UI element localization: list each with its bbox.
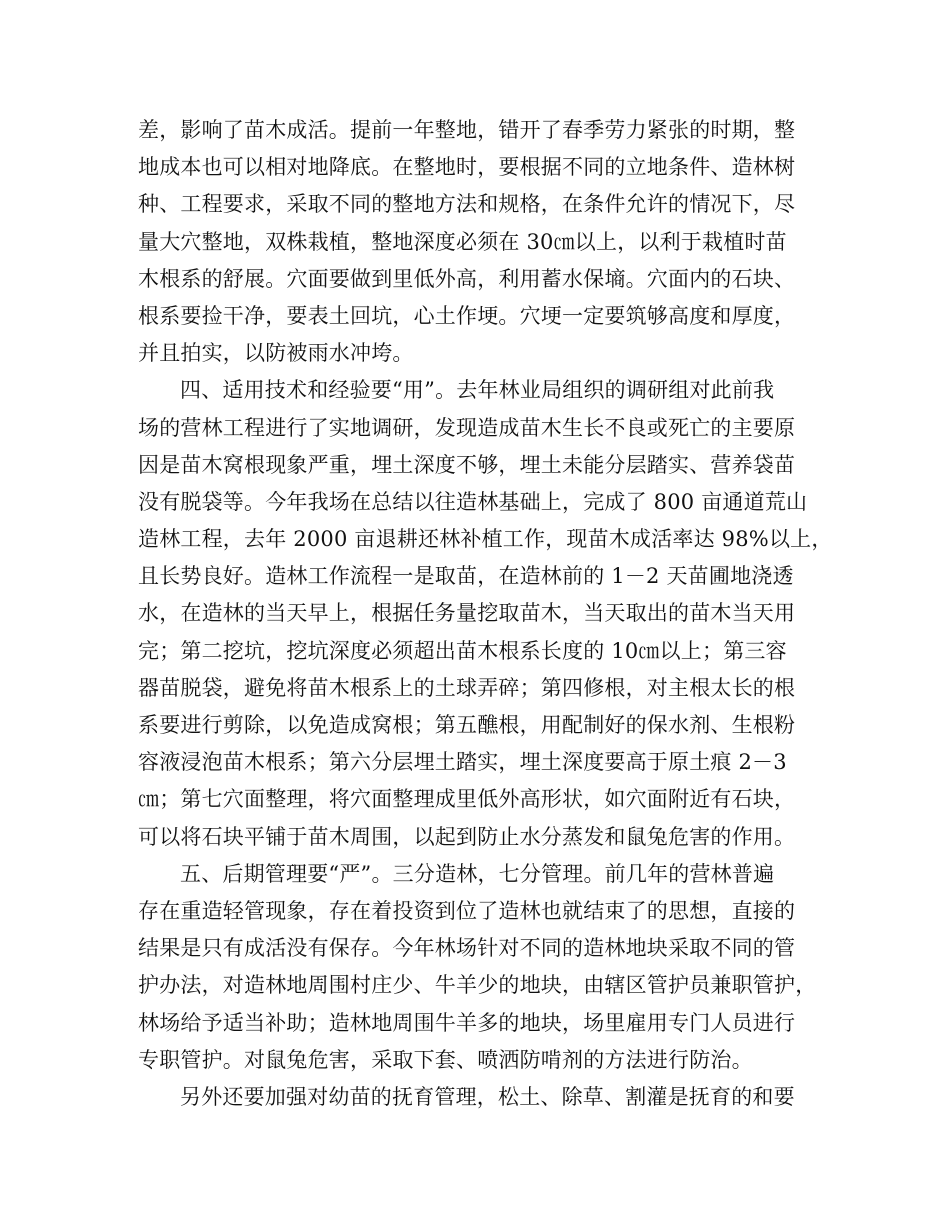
text-line: 器苗脱袋，避免将苗木根系上的土球弄碎；第四修根，对主根太长的根 [138, 675, 796, 700]
text-line: 容液浸泡苗木根系；第六分层埋土踏实，埋土深度要高于原土痕 2－3 [138, 750, 787, 775]
text-line: 差，影响了苗木成活。提前一年整地，错开了春季劳力紧张的时期，整 [138, 118, 796, 142]
text-line: 种、工程要求，采取不同的整地方法和规格，在条件允许的情况下，尽 [138, 192, 796, 217]
text-line: 存在重造轻管现象，存在着投资到位了造林也就结束了的思想，直接的 [138, 898, 796, 923]
text-line: 系要进行剪除，以免造成窝根；第五醮根，用配制好的保水剂、生根粉 [138, 713, 796, 737]
text-line: ㎝；第七穴面整理，将穴面整理成里低外高形状，如穴面附近有石块， [138, 787, 796, 812]
text-line: 且长势良好。造林工作流程一是取苗，在造林前的 1－2 天苗圃地浇透 [138, 564, 794, 589]
text-line: 根系要捡干净，要表土回坑，心土作埂。穴埂一定要筑够高度和厚度， [138, 303, 796, 328]
text-line: 没有脱袋等。今年我场在总结以往造林基础上，完成了 800 亩通道荒山 [138, 489, 808, 514]
text-line: 水，在造林的当天早上，根据任务量挖取苗木，当天取出的苗木当天用 [138, 601, 796, 626]
text-line: 量大穴整地，双株栽植，整地深度必须在 30㎝以上，以利于栽植时苗 [138, 229, 787, 254]
text-line: 木根系的舒展。穴面要做到里低外高，利用蓄水保墒。穴面内的石块、 [138, 266, 796, 291]
text-line: 造林工程，去年 2000 亩退耕还林补植工作，现苗木成活率达 98%以上， [138, 527, 833, 552]
text-line: 可以将石块平铺于苗木周围，以起到防止水分蒸发和鼠兔危害的作用。 [138, 824, 796, 849]
text-line: 专职管护。对鼠兔危害，采取下套、喷洒防啃剂的方法进行防治。 [138, 1047, 753, 1072]
text-line: 林场给予适当补助；造林地周围牛羊多的地块，场里雇用专门人员进行 [138, 1010, 796, 1035]
text-line: 地成本也可以相对地降底。在整地时，要根据不同的立地条件、造林树 [138, 155, 796, 180]
paragraph-start-line: 四、适用技术和经验要“用”。去年林业局组织的调研组对此前我 [180, 378, 775, 403]
paragraph-start-line: 五、后期管理要“严”。三分造林，七分管理。前几年的营林普遍 [180, 861, 775, 886]
text-line: 场的营林工程进行了实地调研，发现造成苗木生长不良或死亡的主要原 [138, 415, 796, 440]
text-line: 护办法，对造林地周围村庄少、牛羊少的地块，由辖区管护员兼职管护， [138, 973, 817, 998]
paragraph-start-line: 另外还要加强对幼苗的抚育管理，松土、除草、割灌是抚育的和要 [180, 1084, 795, 1109]
text-line: 因是苗木窝根现象严重，埋土深度不够，埋土未能分层踏实、营养袋苗 [138, 452, 796, 477]
body-text [138, 112, 833, 1116]
text-line: 完；第二挖坑，挖坑深度必须超出苗木根系长度的 10㎝以上；第三容 [138, 638, 787, 663]
text-line: 结果是只有成活没有保存。今年林场针对不同的造林地块采取不同的管 [138, 936, 796, 961]
text-line: 并且拍实，以防被雨水冲垮。 [138, 341, 414, 366]
